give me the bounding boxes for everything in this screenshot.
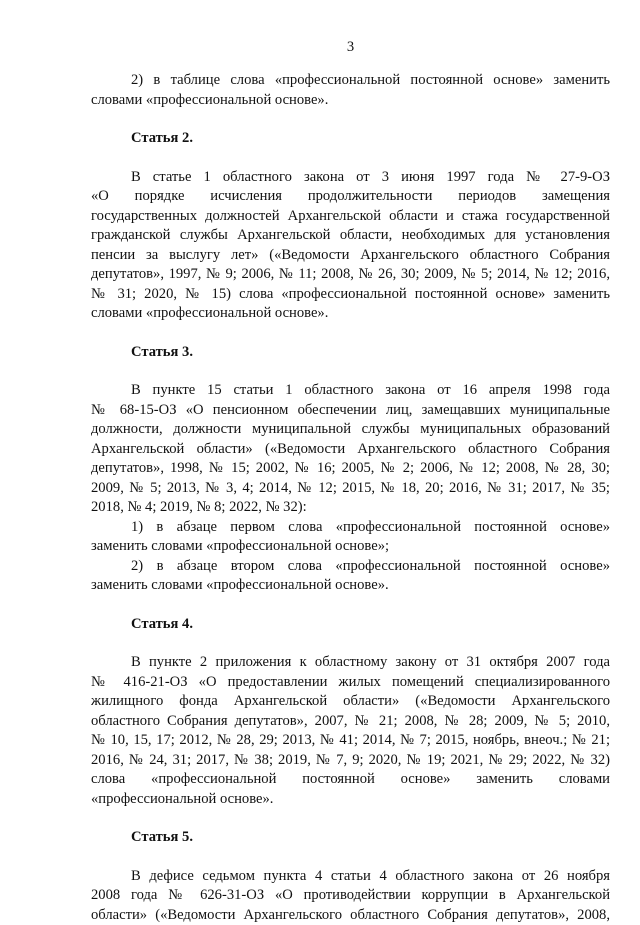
text-line: № 68-15-ОЗ «О пенсионном обеспечении лиц, замещавших муниципальные bbox=[91, 401, 610, 421]
text-line: В дефисе седьмом пункта 4 статьи 4 областного закона от 26 ноября bbox=[91, 867, 610, 887]
text-line: 2016, № 24, 31; 2017, № 38; 2019, № 7, 9; 2020, № 19; 2021, № 29; 2022, № 32) bbox=[91, 751, 610, 771]
text-line: 2009, № 5; 2013, № 3, 4; 2014, № 12; 2015, № 18, 20; 2016, № 31; 2017, № 35; bbox=[91, 479, 610, 499]
paragraph-article-2 bbox=[91, 168, 610, 324]
text-line: «О порядке исчисления продолжительности периодов замещения bbox=[91, 187, 610, 207]
document-page bbox=[91, 38, 610, 925]
text-line: государственных должностей Архангельской области и стажа государственной bbox=[91, 207, 610, 227]
text-line: депутатов», 1998, № 15; 2002, № 16; 2005, № 2; 2006, № 12; 2008, № 28, 30; bbox=[91, 459, 610, 479]
article-heading-3: Статья 3. bbox=[91, 343, 610, 363]
text-line: № 10, 15, 17; 2012, № 28, 29; 2013, № 41; 2014, № 7; 2015, ноябрь, внеоч.; № 21; bbox=[91, 731, 610, 751]
article-heading-4: Статья 4. bbox=[91, 615, 610, 635]
text-line: В пункте 15 статьи 1 областного закона от 16 апреля 1998 года bbox=[91, 381, 610, 401]
text-line: словами «профессиональной основе». bbox=[91, 304, 610, 324]
text-line: пенсии за выслугу лет» («Ведомости Архангельского областного Собрания bbox=[91, 246, 610, 266]
text-line: областного Собрания депутатов», 2007, № 21; 2008, № 28; 2009, № 5; 2010, bbox=[91, 712, 610, 732]
paragraph-article-3-item-1 bbox=[91, 518, 610, 557]
text-line: словами «профессиональной основе». bbox=[91, 91, 610, 111]
text-line: слова «профессиональной постоянной основе» заменить словами bbox=[91, 770, 610, 790]
paragraph-article-4 bbox=[91, 653, 610, 809]
text-line: 1) в абзаце первом слова «профессиональной постоянной основе» bbox=[91, 518, 610, 538]
text-line: гражданской службы Архангельской области, необходимых для установления bbox=[91, 226, 610, 246]
text-line: № 31; 2020, № 15) слова «профессиональной постоянной основе» заменить bbox=[91, 285, 610, 305]
text-line: жилищного фонда Архангельской области» («Ведомости Архангельского bbox=[91, 692, 610, 712]
text-line: 2) в таблице слова «профессиональной постоянной основе» заменить bbox=[91, 71, 610, 91]
text-line: депутатов», 1997, № 9; 2006, № 11; 2008, № 26, 30; 2009, № 5; 2014, № 12; 2016, bbox=[91, 265, 610, 285]
paragraph-article-3 bbox=[91, 381, 610, 518]
text-line: № 416-21-ОЗ «О предоставлении жилых помещений специализированного bbox=[91, 673, 610, 693]
text-line: заменить словами «профессиональной основе». bbox=[91, 576, 610, 596]
page-number: 3 bbox=[91, 38, 610, 57]
text-line: заменить словами «профессиональной основе»; bbox=[91, 537, 610, 557]
text-line: должности, должности муниципальной службы муниципальных образований bbox=[91, 420, 610, 440]
article-heading-5: Статья 5. bbox=[91, 828, 610, 848]
paragraph-article-3-item-2 bbox=[91, 557, 610, 596]
text-line: 2008 года № 626-31-ОЗ «О противодействии коррупции в Архангельской bbox=[91, 886, 610, 906]
text-line: «профессиональной основе». bbox=[91, 790, 610, 810]
text-line: 2018, № 4; 2019, № 8; 2022, № 32): bbox=[91, 498, 610, 518]
text-line: 2) в абзаце втором слова «профессиональной постоянной основе» bbox=[91, 557, 610, 577]
paragraph-article-5 bbox=[91, 867, 610, 925]
text-line: области» («Ведомости Архангельского областного Собрания депутатов», 2008, bbox=[91, 906, 610, 925]
text-line: В статье 1 областного закона от 3 июня 1997 года № 27-9-ОЗ bbox=[91, 168, 610, 188]
article-heading-2: Статья 2. bbox=[91, 129, 610, 149]
paragraph-amendment-table bbox=[91, 71, 610, 110]
text-line: В пункте 2 приложения к областному закону от 31 октября 2007 года bbox=[91, 653, 610, 673]
text-line: Архангельской области» («Ведомости Архангельского областного Собрания bbox=[91, 440, 610, 460]
